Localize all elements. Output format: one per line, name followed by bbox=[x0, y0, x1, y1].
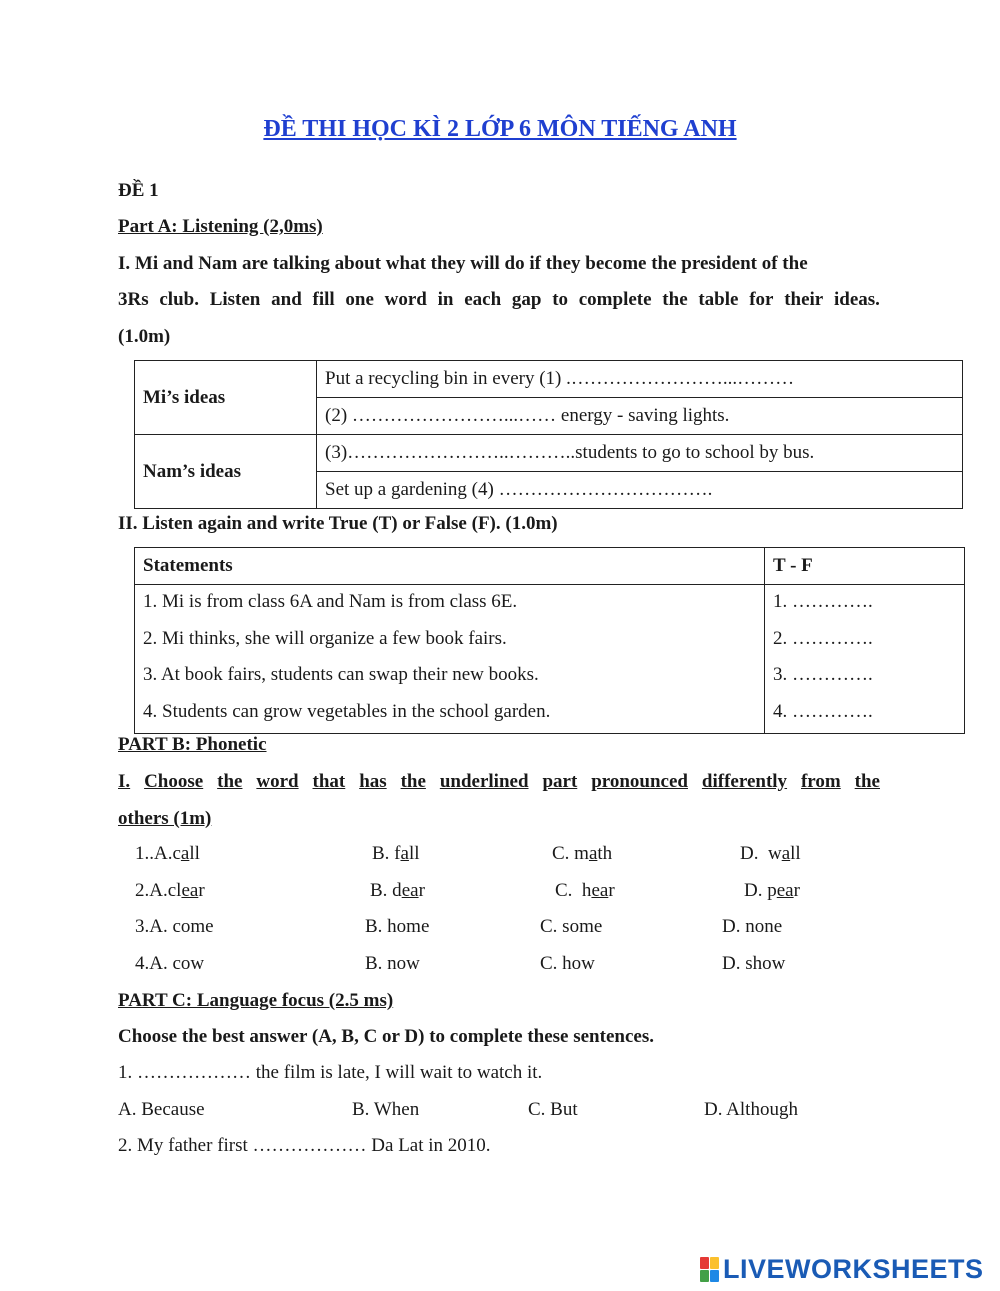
phonetic-q3-option-a[interactable]: 3.A. come bbox=[135, 916, 214, 937]
q1-line2-word: word bbox=[384, 289, 427, 310]
logo-square-green bbox=[700, 1270, 709, 1282]
answer-blank-3[interactable]: 3. …………. bbox=[773, 664, 873, 685]
q1-line2-word: gap bbox=[511, 289, 542, 310]
q1-option-a[interactable]: A. Because bbox=[118, 1099, 205, 1120]
nam-idea-2: Set up a gardening (4) ……………………………. bbox=[317, 472, 963, 509]
tf-header: T - F bbox=[765, 548, 965, 585]
q1-line2-word: complete bbox=[578, 289, 652, 310]
q1-line2-word: each bbox=[464, 289, 502, 310]
part-b-line1-word: the bbox=[217, 771, 243, 792]
q1-line2-word: 3Rs bbox=[118, 289, 149, 310]
part-a-q1-line3: (1.0m) bbox=[118, 326, 171, 347]
q1-line2-word: fill bbox=[312, 289, 335, 310]
underlined-part: ea bbox=[776, 880, 794, 901]
part-b-line1-word: from bbox=[800, 771, 841, 792]
q1-line2-word: to bbox=[552, 289, 569, 310]
underlined-part: ea bbox=[591, 880, 609, 901]
q1-option-b[interactable]: B. When bbox=[352, 1099, 420, 1120]
part-b-line1-word: the bbox=[400, 771, 426, 792]
part-b-instruction-line1 bbox=[118, 771, 880, 793]
true-false-table bbox=[134, 547, 965, 734]
question-1: 1. ……………… the film is late, I will wait to watch it. bbox=[118, 1062, 543, 1083]
liveworksheets-logo bbox=[700, 1254, 984, 1285]
part-a-q1-line2 bbox=[118, 289, 880, 311]
statement-4: 4. Students can grow vegetables in the school garden. bbox=[143, 700, 551, 722]
q1-line2-word: table bbox=[698, 289, 739, 310]
answer-blank-4[interactable]: 4. …………. bbox=[773, 700, 873, 722]
mi-idea-2: (2) ……………………...…… energy - saving lights. bbox=[317, 398, 963, 435]
statement-3: 3. At book fairs, students can swap their new books. bbox=[143, 664, 539, 685]
phonetic-q4-option-d[interactable]: D. show bbox=[722, 953, 786, 974]
part-b-heading: PART B: Phonetic bbox=[118, 734, 267, 755]
phonetic-q2-option-c[interactable]: C. hear bbox=[555, 880, 615, 901]
statement-2: 2. Mi thinks, she will organize a few book fairs. bbox=[143, 627, 507, 649]
q1-line2-word: ideas. bbox=[833, 289, 880, 310]
underlined-part: ea bbox=[401, 880, 419, 901]
q1-line2-word: and bbox=[271, 289, 302, 310]
q1-line2-word: club. bbox=[159, 289, 199, 310]
nam-idea-1: (3)……………………..………..students to go to school by bus. bbox=[317, 435, 963, 472]
part-b-line1-word: differently bbox=[701, 771, 788, 792]
part-b-line1-word: part bbox=[542, 771, 578, 792]
part-b-instruction-line2: others (1m) bbox=[118, 808, 212, 829]
nam-ideas-label: Nam’s ideas bbox=[135, 435, 317, 509]
statements-header: Statements bbox=[135, 548, 765, 585]
q1-line2-word: Listen bbox=[209, 289, 261, 310]
part-a-q2-heading: II. Listen again and write True (T) or False (F). (1.0m) bbox=[118, 513, 558, 534]
q1-option-d[interactable]: D. Although bbox=[704, 1099, 798, 1120]
part-b-line1-word: Choose bbox=[144, 771, 204, 792]
q1-line2-word: for bbox=[749, 289, 774, 310]
underlined-part: a bbox=[180, 843, 190, 864]
answer-blank-2[interactable]: 2. …………. bbox=[773, 627, 873, 649]
answers-cell bbox=[765, 585, 965, 734]
liveworksheets-logo-text: LIVEWORKSHEETS bbox=[723, 1254, 984, 1284]
part-b-line1-word: word bbox=[256, 771, 299, 792]
part-b-line1-word: I. bbox=[118, 771, 131, 792]
part-b-line1-word: has bbox=[359, 771, 387, 792]
part-b-line1-word: the bbox=[854, 771, 880, 792]
phonetic-q4-option-a[interactable]: 4.A. cow bbox=[135, 953, 205, 974]
phonetic-q1-option-b[interactable]: B. fall bbox=[372, 843, 420, 864]
phonetic-q3-option-c[interactable]: C. some bbox=[540, 916, 603, 937]
mi-idea-1: Put a recycling bin in every (1) .……………………...……… bbox=[317, 361, 963, 398]
phonetic-q2-option-b[interactable]: B. dear bbox=[370, 880, 425, 901]
q1-option-c[interactable]: C. But bbox=[528, 1099, 578, 1120]
logo-square-yellow bbox=[710, 1257, 719, 1269]
phonetic-q4-option-c[interactable]: C. how bbox=[540, 953, 595, 974]
underlined-part: ea bbox=[181, 880, 199, 901]
part-b-line1-word: pronounced bbox=[591, 771, 688, 792]
statement-1: 1. Mi is from class 6A and Nam is from class 6E. bbox=[143, 591, 518, 612]
phonetic-q3-option-b[interactable]: B. home bbox=[365, 916, 430, 937]
ideas-table bbox=[134, 360, 963, 509]
phonetic-q1-option-a[interactable]: 1..A.call bbox=[135, 843, 200, 864]
part-a-q1-line1: I. Mi and Nam are talking about what they will do if they become the president of the bbox=[118, 253, 808, 274]
mi-ideas-label: Mi’s ideas bbox=[135, 361, 317, 435]
phonetic-q1-option-d[interactable]: D. wall bbox=[740, 843, 801, 864]
underlined-part: a bbox=[781, 843, 791, 864]
phonetic-q2-option-a[interactable]: 2.A.clear bbox=[135, 880, 205, 901]
phonetic-q1-option-c[interactable]: C. math bbox=[552, 843, 613, 864]
phonetic-q2-option-d[interactable]: D. pear bbox=[744, 880, 800, 901]
part-c-heading: PART C: Language focus (2.5 ms) bbox=[118, 990, 394, 1011]
q1-line2-word: one bbox=[345, 289, 374, 310]
q1-line2-word: the bbox=[662, 289, 688, 310]
q1-line2-word: their bbox=[784, 289, 824, 310]
statements-cell bbox=[135, 585, 765, 734]
phonetic-q3-option-d[interactable]: D. none bbox=[722, 916, 783, 937]
exam-label: ĐỀ 1 bbox=[118, 180, 159, 201]
liveworksheets-logo-icon bbox=[700, 1257, 719, 1282]
underlined-part: a bbox=[588, 843, 598, 864]
page-title: ĐỀ THI HỌC KÌ 2 LỚP 6 MÔN TIẾNG ANH bbox=[263, 116, 737, 142]
part-b-line1-word: that bbox=[312, 771, 346, 792]
part-b-line1-word: underlined bbox=[439, 771, 529, 792]
question-2: 2. My father first ……………… Da Lat in 2010. bbox=[118, 1135, 491, 1156]
underlined-part: a bbox=[400, 843, 409, 864]
answer-blank-1[interactable]: 1. …………. bbox=[773, 591, 873, 612]
logo-square-red bbox=[700, 1257, 709, 1269]
logo-square-blue bbox=[710, 1270, 719, 1282]
phonetic-q4-option-b[interactable]: B. now bbox=[365, 953, 420, 974]
part-a-heading: Part A: Listening (2,0ms) bbox=[118, 216, 323, 237]
q1-line2-word: in bbox=[437, 289, 454, 310]
part-c-instruction: Choose the best answer (A, B, C or D) to complete these sentences. bbox=[118, 1026, 654, 1047]
